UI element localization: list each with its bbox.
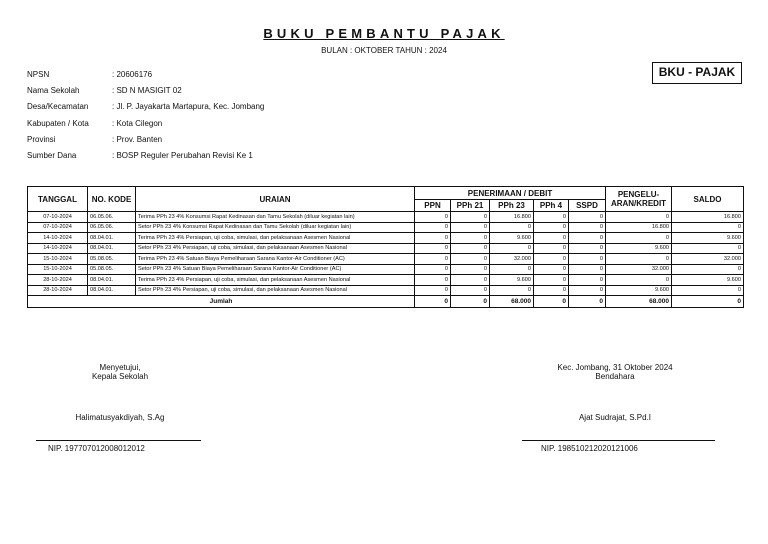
- cell-description: Setor PPh 23 4% Persiapan, uji coba, simulasi, dan pelaksanaan Asesmen Nasional: [136, 285, 415, 296]
- cell-ppn: 0: [415, 233, 451, 244]
- approver-block: [55, 363, 185, 381]
- cell-balance: 0: [672, 264, 744, 275]
- cell-code: 06.05.06.: [88, 212, 136, 223]
- cell-pph21: 0: [451, 243, 490, 254]
- cell-description: Terima PPh 23 4% Satuan Biaya Pemeliharaan Sarana Kantor-Air Conditioner (AC): [136, 254, 415, 265]
- treasurer-signature-line: [522, 440, 715, 441]
- cell-balance: 16.800: [672, 212, 744, 223]
- cell-code: 05.08.05.: [88, 264, 136, 275]
- school-info: [27, 70, 264, 167]
- cell-pph23: 9.600: [490, 233, 534, 244]
- approver-signature-line: [36, 440, 201, 441]
- header-pph4: PPh 4: [534, 200, 569, 212]
- cell-description: Terima PPh 23 4% Persiapan, uji coba, simulasi, dan pelaksanaan Asesmen Nasional: [136, 233, 415, 244]
- info-row-city: [27, 119, 264, 135]
- cell-code: 06.05.06.: [88, 222, 136, 233]
- cell-date: 15-10-2024: [28, 264, 88, 275]
- info-value: : SD N MASIGIT 02: [112, 86, 182, 96]
- cell-pph23: 9.600: [490, 275, 534, 286]
- cell-ppn: 0: [415, 212, 451, 223]
- cell-ppn: 0: [415, 254, 451, 265]
- approver-name: Halimatusyakdiyah, S.Ag: [75, 413, 165, 422]
- cell-ppn: 0: [415, 264, 451, 275]
- cell-pph4: 0: [534, 275, 569, 286]
- info-label: NPSN: [27, 70, 50, 79]
- cell-pph23: 0: [490, 285, 534, 296]
- table-row: [28, 285, 744, 296]
- cell-sspd: 0: [569, 243, 606, 254]
- treasurer-block: [525, 363, 705, 381]
- cell-expenditure: 0: [606, 233, 672, 244]
- cell-date: 15-10-2024: [28, 254, 88, 265]
- cell-description: Setor PPh 23 4% Persiapan, uji coba, simulasi, dan pelaksanaan Asesmen Nasional: [136, 243, 415, 254]
- cell-sspd: 0: [569, 212, 606, 223]
- info-value: : Prov. Banten: [112, 134, 163, 144]
- cell-balance: 0: [672, 285, 744, 296]
- cell-ppn: 0: [415, 243, 451, 254]
- cell-expenditure: 0: [606, 275, 672, 286]
- cell-sspd: 0: [569, 254, 606, 265]
- cell-pph21: 0: [451, 233, 490, 244]
- table-row: [28, 212, 744, 223]
- cell-pph4: 0: [534, 264, 569, 275]
- info-value: : Jl. P. Jayakarta Martapura, Kec. Jombang: [112, 102, 265, 112]
- cell-ppn: 0: [415, 285, 451, 296]
- cell-ppn: 0: [415, 275, 451, 286]
- cell-expenditure: 9.600: [606, 285, 672, 296]
- cell-sspd: 0: [569, 275, 606, 286]
- cell-sspd: 0: [569, 285, 606, 296]
- cell-ppn: 0: [415, 222, 451, 233]
- cell-balance: 9.600: [672, 275, 744, 286]
- cell-date: 14-10-2024: [28, 233, 88, 244]
- info-value: : Kota Cilegon: [112, 118, 163, 128]
- cell-expenditure: 0: [606, 212, 672, 223]
- cell-code: 08.04.01.: [88, 233, 136, 244]
- cell-code: 08.04.01.: [88, 285, 136, 296]
- cell-pph4: 0: [534, 254, 569, 265]
- header-pph23: PPh 23: [490, 200, 534, 212]
- header-pph21: PPh 21: [451, 200, 490, 212]
- table-row: [28, 233, 744, 244]
- header-expenditure: PENGELU-ARAN/KREDIT: [606, 187, 672, 212]
- treasurer-role: Bendahara: [595, 372, 635, 381]
- treasurer-nip: NIP. 198510212020121006: [541, 444, 638, 453]
- cell-balance: 32.000: [672, 254, 744, 265]
- approver-caption: Menyetujui,: [99, 363, 141, 372]
- cell-pph23: 0: [490, 222, 534, 233]
- total-row: [28, 296, 744, 308]
- table-row: [28, 264, 744, 275]
- cell-pph23: 32.000: [490, 254, 534, 265]
- info-label: Sumber Dana: [27, 150, 77, 160]
- header-balance: SALDO: [672, 187, 744, 212]
- approver-role: Kepala Sekolah: [91, 372, 149, 381]
- cell-description: Terima PPh 23 4% Konsumsi Rapat Kedinasan dan Tamu Sekolah (diluar kegiatan lain): [136, 212, 415, 223]
- info-value: : 20606176: [112, 70, 153, 79]
- info-row-school-name: [27, 86, 264, 102]
- info-row-fund-source: [27, 151, 264, 167]
- total-value: 68.000: [606, 296, 672, 308]
- cell-pph4: 0: [534, 212, 569, 223]
- cell-pph21: 0: [451, 212, 490, 223]
- total-value: 0: [672, 296, 744, 308]
- document-period: BULAN : OKTOBER TAHUN : 2024: [321, 46, 447, 55]
- cell-sspd: 0: [569, 222, 606, 233]
- info-label: Kabupaten / Kota: [27, 118, 89, 128]
- cell-description: Setor PPh 23 4% Satuan Biaya Pemeliharaan Sarana Kantor-Air Conditioner (AC): [136, 264, 415, 275]
- treasurer-place-date: Kec. Jombang, 31 Oktober 2024: [557, 363, 673, 372]
- info-row-npsn: [27, 70, 264, 86]
- header-receipts: PENERIMAAN / DEBIT: [415, 187, 606, 200]
- cell-expenditure: 32.000: [606, 264, 672, 275]
- cell-description: Setor PPh 23 4% Konsumsi Rapat Kedinasan dan Tamu Sekolah (diluar kegiatan lain): [136, 222, 415, 233]
- total-value: 68.000: [490, 296, 534, 308]
- document-type-badge: BKU - PAJAK: [652, 62, 742, 84]
- cell-expenditure: 9.600: [606, 243, 672, 254]
- cell-pph21: 0: [451, 222, 490, 233]
- cell-date: 07-10-2024: [28, 212, 88, 223]
- cell-expenditure: 16.800: [606, 222, 672, 233]
- cell-date: 14-10-2024: [28, 243, 88, 254]
- header-sspd: SSPD: [569, 200, 606, 212]
- cell-code: 08.04.01.: [88, 243, 136, 254]
- table-row: [28, 243, 744, 254]
- total-value: 0: [534, 296, 569, 308]
- total-value: 0: [415, 296, 451, 308]
- cell-sspd: 0: [569, 264, 606, 275]
- total-label: Jumlah: [28, 296, 415, 308]
- info-label: Desa/Kecamatan: [27, 102, 89, 112]
- cell-pph4: 0: [534, 285, 569, 296]
- cell-pph23: 0: [490, 264, 534, 275]
- cell-date: 07-10-2024: [28, 222, 88, 233]
- cell-pph4: 0: [534, 222, 569, 233]
- info-row-district: [27, 102, 264, 118]
- cell-pph21: 0: [451, 264, 490, 275]
- table-row: [28, 254, 744, 265]
- header-code: NO. KODE: [88, 187, 136, 212]
- info-label: Nama Sekolah: [27, 86, 80, 96]
- header-date: TANGGAL: [28, 187, 88, 212]
- info-label: Provinsi: [27, 134, 56, 144]
- cell-pph21: 0: [451, 285, 490, 296]
- cell-pph23: 0: [490, 243, 534, 254]
- cell-date: 28-10-2024: [28, 285, 88, 296]
- approver-nip: NIP. 197707012008012012: [48, 444, 145, 453]
- cell-expenditure: 0: [606, 254, 672, 265]
- table-row: [28, 275, 744, 286]
- treasurer-name: Ajat Sudrajat, S.Pd.I: [578, 413, 652, 422]
- cell-pph23: 16.800: [490, 212, 534, 223]
- cell-balance: 0: [672, 222, 744, 233]
- total-value: 0: [569, 296, 606, 308]
- info-row-province: [27, 135, 264, 151]
- document-title: BUKU PEMBANTU PAJAK: [263, 26, 505, 41]
- cell-pph21: 0: [451, 254, 490, 265]
- total-value: 0: [451, 296, 490, 308]
- header-ppn: PPN: [415, 200, 451, 212]
- cell-pph4: 0: [534, 243, 569, 254]
- tax-ledger-table: [27, 186, 744, 308]
- table-row: [28, 222, 744, 233]
- cell-date: 28-10-2024: [28, 275, 88, 286]
- cell-code: 05.08.05.: [88, 254, 136, 265]
- cell-pph4: 0: [534, 233, 569, 244]
- cell-balance: 0: [672, 243, 744, 254]
- cell-sspd: 0: [569, 233, 606, 244]
- cell-pph21: 0: [451, 275, 490, 286]
- header-description: URAIAN: [136, 187, 415, 212]
- cell-description: Terima PPh 23 4% Persiapan, uji coba, simulasi, dan pelaksanaan Asesmen Nasional: [136, 275, 415, 286]
- cell-code: 08.04.01.: [88, 275, 136, 286]
- info-value: : BOSP Reguler Perubahan Revisi Ke 1: [112, 150, 253, 160]
- cell-balance: 9.600: [672, 233, 744, 244]
